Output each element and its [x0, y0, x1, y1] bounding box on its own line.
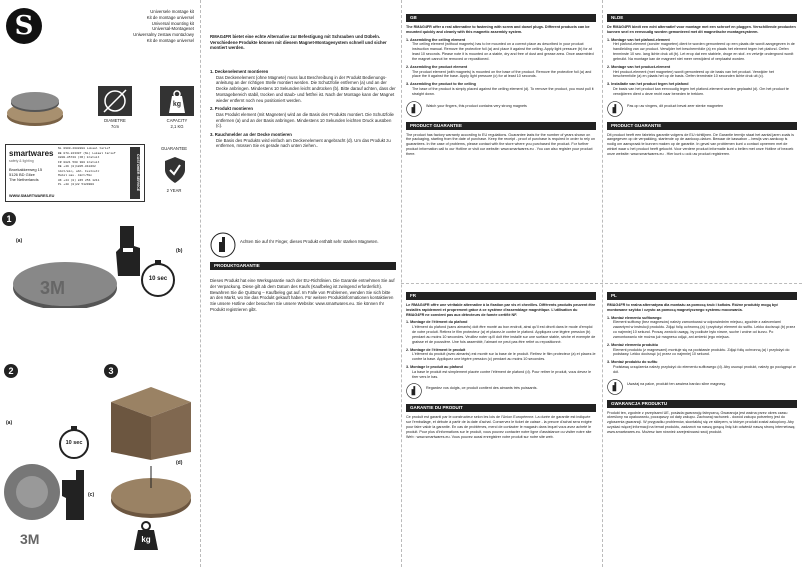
company-web: WWW.SMARTWARES.EU: [9, 194, 55, 198]
fr-guarantee-text: Ce produit est garanti par le constructeur selon les lois de l'Union Européenne. La durée de garantie est indiquée sur l'emballage, et débute à partir de la date d'achat. Conservez le ticket de caisse - la preuve d'achat sera exigée pour faire valoir la garantie. En cas de problèmes, merci de contacter le magasin dans lequel vous avez acheté le produit. Pour plus d'informations sur le produit, vous pouvez contacter notre ligne d'assistance ou visiter notre site Web : www.smartwares.eu. Vous pouvez aussi enregistrer votre produit sur notre site web.: [406, 415, 592, 439]
hand-press-icon: [56, 470, 90, 520]
nl-section: [607, 14, 797, 280]
figure-2: [0, 362, 100, 567]
detector-disc-illustration: [106, 466, 196, 526]
figure-3: [100, 362, 200, 567]
address-line: The Netherlands: [9, 177, 39, 183]
pl-step-2-body: Element produktu (z magnesami) montuje się na podstawie produktu. Zdjąć folię ochronną (a) i przyłożyć do podstawy. Lekko docisnąć (c) przez co najmniej 10 sekund.: [613, 347, 790, 357]
pl-step-1-title: 1. Montaż elementu sufitowego: [607, 315, 662, 320]
company-box: [5, 144, 145, 202]
pl-step-2-title: 2. Montaż elementu produktu: [607, 342, 659, 347]
kg-text: kg: [172, 101, 182, 108]
figure-label-d: (d): [176, 460, 183, 466]
gb-warning-text: Watch your fingers, this product contains very strong magnets: [426, 103, 527, 108]
fr-step-3-title: 3. Montage le produit au plafond: [406, 364, 463, 369]
service-row: 14ct/min, abh. Festnetz: [58, 169, 100, 173]
capacity-icon: [160, 86, 194, 116]
service-row: BE 078-223307 (NL) Lokaal tarief: [58, 151, 116, 155]
service-row: UK +44 (0) 845 256 1211: [58, 178, 100, 182]
pl-step-1-body: Element sufitowy (bez magnesów) należy zamontować w odpowiednim miejscu, zgodnie z zaleceniami zawartymi w instrukcji produktu. Zdjąć folię ochronną (a) i przyłożyć element do sufitu. Lekko docisnąć (b) przez co najmniej 10 sekund. Proszę zwrócić uwagę, by podłoże było równe, suche i wolne od kurzu. Po zamontowaniu nie można już magnesu odjąć, ani zmienić jego miejsca.: [613, 320, 796, 339]
service-row: 0800-85720 (FR) Gratuit: [58, 156, 100, 159]
company-logo: smartwares: [9, 149, 54, 158]
gb-step-2-body: The product element (with magnets) is mounted on the base of the product. Remove the protective foil (a) and place the it against the base. Apply light pressure (c) for at least 10 seconds.: [412, 69, 592, 79]
figure-1: [0, 208, 200, 308]
nl-tag: NLDE: [607, 14, 797, 22]
de-step-2-title: 2. Produkt montieren: [210, 106, 253, 112]
gb-step-2-title: 2. Assembling the product element: [406, 64, 468, 69]
pl-step-3-title: 3. Montaż produktu do sufitu: [607, 360, 658, 365]
gb-guarantee-text: The product has factory warranty according to EU regulations. Guarantee lasts for the number of years shown on the packaging, starting from the date of purchase. Keep the receipt - proof of purchase is required in order to rely on guarantees. In the case of problems, please contact with the store where you purchased the product. For further product information call to our Hotline or visit our website: www.smartwares.eu . You can also register your product there.: [406, 132, 595, 156]
title-line: Universal mounting kit: [151, 20, 194, 26]
fr-step-2-title: 2. Montage de l'élément le produit: [406, 347, 466, 352]
figure-1-number: 1: [2, 212, 16, 226]
de-step-1-body: Das Deckenelement (ohne Magnete) muss laut Beschreibung in der Produkt Bedienungs-anleitung an der richtigen Stelle montiert werden. Die Schutzfolie entfernen (a) und an der Decke anbringen. Mindestens 10 Sekunden leicht andrücken (b). Bitte darauf achten, dass der Montagebereich stabil, trocken und staub- und fettfrei ist. Nach der Montage kann der Magnet wieder entfernt noch neu positioniert werden.: [216, 74, 396, 103]
de-step-2-body: Das Produkt element (mit Magneten) wird an die Basis des Produkts montiert. Die Schutzfolie entfernen (a) und an der Basis anbringen. Mindestens 10 Sekunden leichten Druck ausüben (c).: [216, 111, 394, 129]
guarantee-shield-icon: [163, 156, 187, 184]
fold-line: [200, 0, 201, 567]
de-warning: [210, 232, 396, 258]
figure-label-a: (a): [6, 420, 13, 426]
cover-panel: [0, 0, 200, 567]
de-intro: RMAG4FR bietet eine echte Alternative zur Befestigung mit Schrauben und Dübeln. Verschiedene Produkte können mit diesem Magnet-Montagesystem schnell und sicher montiert werden.: [210, 34, 387, 51]
product-disc-illustration: [2, 432, 62, 552]
title-line: Kit de montage universel: [146, 14, 194, 20]
fr-tag: FR: [406, 292, 596, 300]
figure-label-a: (a): [16, 238, 23, 244]
svg-text:3M: 3M: [20, 531, 40, 547]
pl-step-3-body: Podstawę urządzenia należy przyłożyć do elementu sufitowego (d). Aby usunąć produkt, należy go pociągnąć w dół.: [613, 364, 796, 374]
figure-label-c: (c): [88, 492, 95, 498]
guarantee-label: GUARANTEE: [160, 146, 188, 151]
address-line: 5126 BD Gilze: [9, 172, 35, 178]
capacity-label: CAPACITY: [166, 118, 188, 123]
de-steps: [210, 66, 396, 149]
hand-warning-icon: [607, 101, 623, 117]
hand-warning-icon: [406, 383, 422, 399]
gb-section: [406, 14, 596, 280]
nl-step-3-body: De basis van het product kan eenvoudig tegen het plafond-element worden geplaatst (d). Om het product te verwijderen dient u deze recht naar beneden te trekken.: [613, 86, 789, 96]
nl-step-2-body: Het product-element (met magneten) wordt gemonteerd op de basis van het product. Verwijder het beschermfolie (a) en plaats het op de basis. Oefen tenminste 10 seconden lichte druk uit (c).: [613, 69, 774, 79]
hand-warning-icon: [210, 232, 236, 258]
fr-steps: [406, 320, 596, 379]
title-line: Universal-Montageset: [152, 26, 194, 32]
pl-guarantee-text: Produkt ten, zgodnie z przepisami UE, posiada gwarancję fabryczną. Gwarancja jest ważna przez okres czasu określony na opakowaniu, począwszy od daty zakupu. Zachowaj rachunek - dowód zakupu potrzebny jest do zgłoszenia gwarancji. W przypadku problemów, skontaktuj się ze sklepem, w którym produkt został zakupiony. Aby uzyskać więcej informacji na temat produktu, zadzwoń na naszą gorącą linię lub odwiedź naszą stronę internetową: www.smartwares.eu. Możesz tam również zarejestrować swój produkt.: [607, 410, 796, 434]
nl-step-2-title: 2. Montage van het product-element: [607, 64, 671, 69]
gb-step-1-title: 1. Assembling the ceiling element: [406, 37, 466, 42]
fr-intro: Le RMAG4FR offre une véritable alternative à la fixation par vis et chevilles. Différents produits peuvent être installés rapidement et proprement grâce à ce système d'assemblage magnétique. L'utilisation du RMAG4FR ne convient pas aux détecteurs de fumée certifié NF.: [406, 303, 596, 317]
de-step-3-title: 3. Rauchmelder an der Decke montieren: [210, 132, 292, 138]
title-line: Uniwersalny zestaw montażowy: [133, 32, 194, 38]
fr-section: [406, 292, 596, 564]
address-line: Broekakkerweg 15: [9, 167, 43, 172]
fr-warning: [406, 383, 596, 399]
de-warning-text: Achten Sie auf Ihr Finger, dieses Produkt enthält sehr starken Magneten.: [240, 239, 379, 244]
gb-step-1-body: The ceiling element (without magnets) has to be mounted on a correct place as described in your product instruction manual. Remove the protective foil (a) and place it against the ceiling. Apply light pressure (b) for at least 10 seconds. Please note it is mounted on a stable, dry and free of dust and grease area. Once assembled the magnet cannot be removed or repositioned.: [412, 42, 594, 61]
pl-tag: PL: [607, 292, 797, 300]
service-row: FR 0821 560 900 Gratuit: [58, 160, 100, 164]
title-line: Kit de montage universel: [146, 37, 194, 43]
gb-step-3-title: 3. Assembling the product to the ceiling: [406, 82, 476, 87]
figure-label-b: (b): [176, 248, 183, 254]
timer-text: 10 sec: [148, 276, 168, 282]
service-row: DE +49 (0)1805-010462: [58, 165, 96, 168]
brand-logo: S: [6, 8, 42, 44]
hand-warning-icon: [406, 101, 422, 117]
de-step-1-title: 1. Deckenelement montieren: [210, 69, 269, 74]
de-step-3-body: Die Basis des Produkts wird einfach am Deckenelement angebracht (d). Um das Produkt zu entfernen, müssen Sie es gerade nach unten ziehen..: [216, 137, 391, 149]
figure-3-number: 3: [104, 364, 118, 378]
ceiling-plate-illustration: [106, 382, 196, 462]
nl-step-3-title: 3. Installatie van het product tegen het plafond: [607, 82, 689, 87]
fr-step-1-title: 1. Montage de l'élément du plafond: [406, 320, 468, 325]
product-photo: [4, 88, 66, 130]
nl-intro: De RMAG4FR biedt een echt alternatief voor montage met een schroef en pluggen. Verschillende producten kunnen snel en eenvoudig worden gemonteerd met dit magnetische montagesysteem.: [607, 25, 796, 34]
figure-2-number: 2: [4, 364, 18, 378]
company-tagline: safety & lighting: [9, 159, 34, 163]
de-guarantee-title: PRODUKTGARANTIE: [210, 262, 396, 270]
fr-step-3-body: La base le produit est simplement placée contre l'élément de plafond (d). Pour retirer le produit, vous devez le tirer vers le bas.: [412, 369, 592, 379]
nl-step-1-body: Het plafond-element (zonder magneten) dient te worden gemonteerd op een plaats die wordt aangegeven in de handleiding van uw product. Verwijder het beschermfolie (a) en plaats het element tegen het plafond. Oefen tenminste 10 sec. lang lichte druk uit (b). Let erop dat een stabiele, droge en stof- en vetvrije ondergrond wordt gebruikt. Na montage kan de magneet niet meer verwijderd of verplaatst worden.: [613, 42, 795, 61]
service-row: NL 0900-2088888 Lokaal tarief: [58, 147, 111, 150]
fr-step-1-body: L'élément du plafond (sans aimants) doit être monté au bon endroit, ainsi qu'il est décrit dans le mode d'emploi de votre produit. Retirez le film protecteur (a) et placez-le contre le plafond. Appliquez une légère pression (b) pendant au moins 10 secondes. Veuillez noter qu'il doit être installé sur une surface stable, sèche et exempte de graisse et de poussière. Une fois assemblé, l'aimant ne peut pas être retiré ou repositionné.: [412, 325, 596, 344]
diameter-icon: [98, 86, 132, 116]
nl-step-1-title: 1. Montage van het plafond-element: [607, 37, 670, 42]
nl-warning: [607, 101, 797, 117]
service-row: Mobil max. 42ct/Min: [58, 174, 93, 177]
gb-tag: GB: [406, 14, 596, 22]
ceiling-disc-illustration: [10, 248, 120, 308]
company-address: [9, 167, 42, 183]
diameter-label: DIAMETRE: [104, 118, 126, 123]
fr-guarantee-title: GARANTIE DU PRODUIT: [406, 404, 596, 412]
fold-line: [401, 283, 802, 284]
pl-warning-text: Uważaj na palce, produkt ten zawiera bardzo silne magnesy.: [627, 381, 726, 386]
pl-intro: RMAG4FR to realna alternatywa dla montażu za pomocą śrub i kołków. Różne produkty mogą być montowane szybko i czysto za pomocą magnetycznego systemu mocowania.: [607, 303, 779, 312]
pl-steps: [607, 316, 797, 375]
gb-step-3-body: The base of the product is simply placed against the ceiling element (d). To remove the product, you must pull it straight down.: [412, 86, 594, 96]
nl-guarantee-title: PRODUCT GUARANTIE: [607, 122, 797, 130]
timer-text: 10 sec: [65, 440, 83, 446]
diameter-value: 7cm: [111, 124, 119, 129]
weight-icon: [128, 518, 164, 552]
capacity-value: 2,1 KG: [170, 124, 184, 129]
gb-steps: [406, 38, 596, 97]
kg-text: kg: [141, 535, 151, 544]
pl-guarantee-title: GWARANCJA PRODUKTU: [607, 400, 797, 408]
nl-warning-text: Pas op uw vingers, dit product bevat zeer sterke magneten: [627, 103, 724, 108]
service-table: [58, 147, 134, 188]
de-panel: [210, 0, 396, 567]
nl-steps: [607, 38, 797, 97]
gb-warning: [406, 101, 596, 117]
product-title: [133, 9, 194, 44]
gb-intro: The RMAG4FR offer a real alternative to fastening with screw and dowel plugs. Different products can be mounted quickly and cleanly with this magnetic assembly system.: [406, 25, 590, 34]
fr-step-2-body: L'élément du produit (avec aimants) est monté sur la base de le produit. Retirez le film protecteur (a) et placez-le contre la base. Appliquez une légère pression (c) pendant au moins 10 secondes.: [412, 352, 596, 362]
fr-warning-text: Regardez vos doigts, ce produit contient des aimants très puissants.: [426, 386, 538, 391]
customer-service-label: CUSTOMER SERVICE: [130, 147, 140, 199]
gb-guarantee-title: PRODUCT GUARANTEE: [406, 122, 596, 130]
hand-warning-icon: [607, 379, 623, 395]
pl-warning: [607, 379, 797, 395]
title-line: Universele montage kit: [150, 9, 194, 14]
de-guarantee-text: Dieses Produkt hat eine Werksgarantie nach der EU-Richtlinien. Die Garantie entnehmen Sie auf der Verpackung. Diese gilt ab dem Datum des Kaufs (Kaufbeleg ist zwingend erforderlich). Bewahren Sie die Quittung – Kaufbeleg gut auf. Im Falle von Problemen, wenden Sie sich bitte an den Markt, wo Sie das Produkt gekauft haben. Für weitere Produktinformationen kontaktieren Sie unsere Hotline oder besuchen Sie unsere Website: www.smartwares.eu. Sie können Ihr Produkt registrieren gibt.: [210, 278, 395, 312]
nl-guarantee-text: Dit product heeft een fabrieks garantie volgens de EU richtlijnen. De Garantie termijn staat het aantal jaren zoals is aangegeven op de verpakking, startende op de aankoop-datum. Bewaar de kassabon – bewijs van aankoop is nodig om aanspraak te kunnen maken op de garantie. In geval van problemen kunt u contact opnemen met de winkel waar u het product heeft gekocht. Voor verdere product informatie kunt u bellen met onze Hotline of bezoek onze website: www.smartwares.eu . Hier kunt u ook uw product registreren.: [607, 132, 794, 156]
svg-text:3M: 3M: [40, 278, 66, 298]
guarantee-years: 2 YEAR: [166, 188, 182, 193]
pl-section: [607, 292, 797, 564]
service-row: PL +48 (0)22 5129900: [58, 183, 95, 186]
